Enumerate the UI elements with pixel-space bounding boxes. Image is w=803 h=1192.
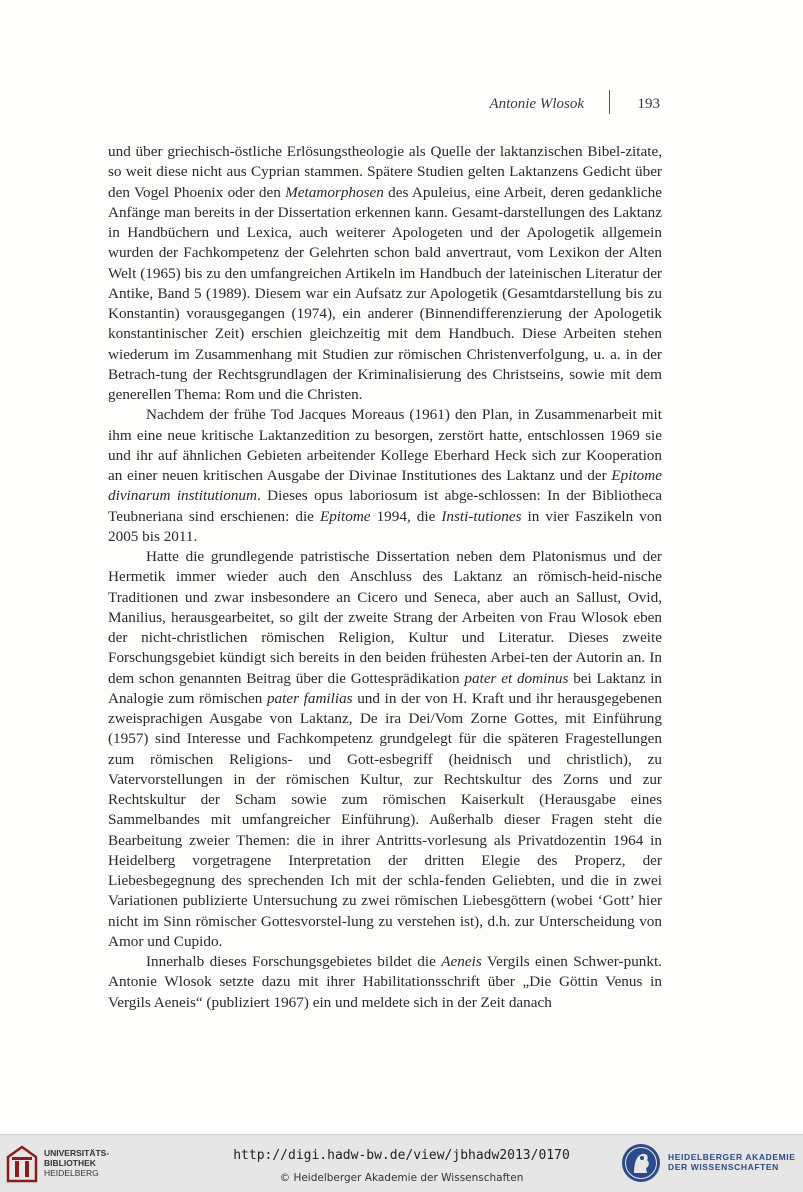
library-name-line2: BIBLIOTHEK (44, 1158, 96, 1168)
text-run: Hatte die grundlegende patristische Dissertation neben dem Platonismus und der Hermetik immer wieder auch den Anschluss des Laktanz an römisch-heid-nische Traditionen und zwar insbesondere an Cicero und Seneca, aber auch an Sallust, Ovid, Manilius, herausgearbeitet, so gilt der zweite Strang der Arbeiten von Frau Wlosok eben der nicht-christlichen römischen Religion, Kultur und Literatur. Dieses zweite Forschungsgebiet kündigt sich bereits in den beiden frühesten Arbei-ten der Autorin an. In dem schon genannten Beitrag über die Gottesprädikation (108, 548, 662, 687)
text-run: bei Laktanz in Analogie zum römischen (108, 669, 663, 707)
body-text (108, 142, 662, 1013)
viewer-footer (0, 1134, 803, 1192)
italic-text: Epitome divinarum institutionum (108, 467, 662, 505)
academy-seal-icon (620, 1142, 662, 1184)
italic-text: pater familias (266, 689, 353, 707)
paragraph (108, 142, 662, 405)
italic-text: Epitome (319, 507, 371, 525)
text-run: Vergils einen Schwer-punkt. Antonie Wlosok setzte dazu mit ihrer Habilitationsschrift über „Die Göttin Venus in Vergils Aeneis“ (publiziert 1967) ein und meldete sich in der Zeit danach (108, 953, 662, 1011)
text-run: und über griechisch-östliche Erlösungstheologie als Quelle der laktanzischen Bibel-zitate, so weit diese nicht aus Cyprian stammen. Spätere Studien gelten Laktanzens Gedicht über den Vogel Phoenix oder den (108, 143, 662, 201)
paragraph (108, 952, 662, 1013)
library-name-line3: HEIDELBERG (44, 1168, 99, 1178)
paragraph (108, 547, 662, 952)
running-head-author: Antonie Wlosok (489, 96, 584, 112)
running-head-divider (609, 90, 610, 114)
text-run: 1994, die (370, 507, 442, 525)
text-run: Nachdem der frühe Tod Jacques Moreaus (1961) den Plan, in Zusammenarbeit mit ihm eine neue kritische Laktanzedition zu besorgen, zerstört hatte, entschlossen 1969 sie und ihr auf ähnlichen Gebieten arbeitender Kollege Eberhard Heck sich zur Kooperation an einer neuen kritischen Ausgabe der Divinae Institutiones des Laktanz und der (108, 406, 662, 484)
library-name-line1: UNIVERSITÄTS- (44, 1148, 110, 1158)
copyright-notice: © Heidelberger Akademie der Wissenschaften (279, 1172, 524, 1184)
text-run: des Apuleius, eine Arbeit, deren gedankliche Anfänge man bereits in der Dissertation erkennen kann. Gesamt-darstellungen des Laktanz in Handbüchern und Lexica, auch weiterer Apologeten und der Apologetik allgemein wurden der Fachkompetenz der Gelehrten schon bald anvertraut, vom Lexikon der Alten Welt (1965) bis zu den umfangreichen Artikeln im Handbuch der lateinischen Literatur der Antike, Band 5 (1989). Diesem war ein Aufsatz zur Apologetik (Gesamtdarstellung bis zu Konstantin) vorausgegangen (1974), ein anderer (Binnendifferenzierung der Apologetik konstantinischer Zeit) erschien gleichzeitig mit dem Handbuch. Diese Arbeiten stehen wiederum im Zusammenhang mit Studien zur römischen Christenverfolgung, u. a. in der Betrach-tung der Rechtsgrundlagen der Kriminalisierung des Christseins, sowie mit dem generellen Thema: Rom und die Christen. (108, 183, 662, 403)
academy-name-line2: DER WISSENSCHAFTEN (668, 1162, 779, 1172)
page-number: 193 (637, 96, 660, 112)
text-run: und in der von H. Kraft und ihr herausgegebenen zweisprachigen Ausgabe von Laktanz, De ira Dei/Vom Zorne Gottes, mit Einführung (1957) sind Interesse und Fachkompetenz grundgelegt für die späteren Fragestellungen zum römischen Religions- und Gott-esbegriff (heidnisch und christlich), zu Vatervorstellungen in der römischen Kultur, zur Rechtskultur des Zorns und zur Rechtskultur der Scham sowie zum römischen Kaiserkult (Herausgabe eines Sammelbandes mit umfangreicher Einführung). Außerhalb dieser Fragen steht die Bearbeitung zweier Themen: die in ihrer Antritts-vorlesung als Privatdozentin 1964 in Heidelberg vorgetragene Interpretation der dritten Elegie des Properz, der Liebesbegegnung des sprechenden Ich mit der schla-fenden Geliebten, und die in zwei Variationen publizierte Untersuchung zu zwei römischen Liebesgöttern (wobei ‘Gott’ hier nicht im Sinn römischer Gottesvorstel-lung zu verstehen ist), d.h. zur Unterscheidung von Amor und Cupido. (108, 689, 662, 950)
italic-text: Aeneis (441, 953, 482, 970)
document-url-link[interactable]: http://digi.hadw-bw.de/view/jbhadw2013/0170 (233, 1148, 570, 1163)
text-run: . Dieses opus laboriosum ist abge-schlossen: In der Bibliotheca Teubneriana sind erschienen: die (108, 487, 662, 525)
text-run: in vier Faszikeln von 2005 bis 2011. (108, 507, 663, 545)
paragraph (108, 405, 662, 547)
running-head (110, 94, 660, 116)
text-run: Innerhalb dieses Forschungsgebietes bildet die (146, 953, 442, 970)
italic-text: Insti-tutiones (441, 507, 522, 525)
academy-name-line1: HEIDELBERGER AKADEMIE (668, 1152, 796, 1162)
italic-text: Metamorphosen (285, 183, 384, 201)
italic-text: pater et dominus (464, 669, 569, 687)
academy-name (668, 1152, 796, 1172)
